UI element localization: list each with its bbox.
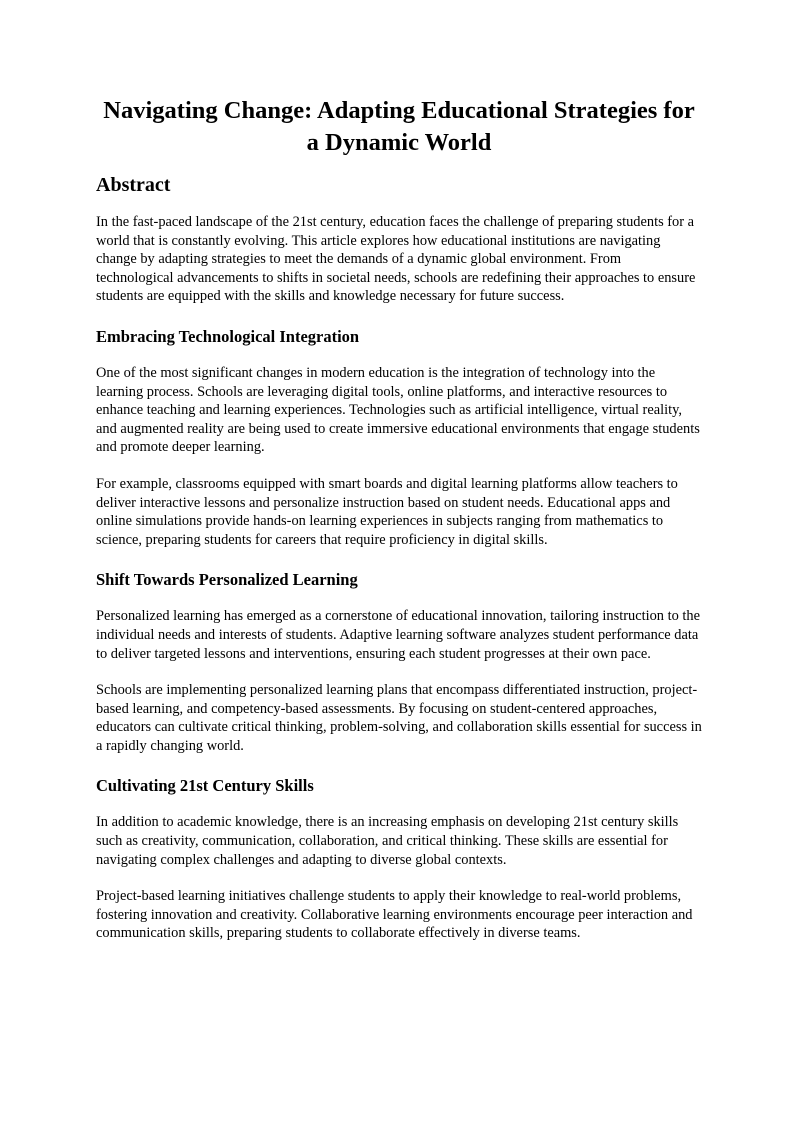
technology-paragraph-1: One of the most significant changes in modern education is the integration of technology into the learning process. Schools are leveraging digital tools, online platforms, and interactive resources to enhance teaching and learning experiences. Technologies such as artificial intelligence, virtual reality, and augmented reality are being used to create immersive educational environments that engage students and promote deeper learning. (96, 364, 700, 456)
section-21st-century-skills (96, 775, 702, 943)
document-title: Navigating Change: Adapting Educational Strategies for a Dynamic World (103, 97, 695, 156)
skills-paragraph-1: In addition to academic knowledge, there is an increasing emphasis on developing 21st century skills such as creativity, communication, collaboration, and critical thinking. These skills are essential for navigating complex challenges and adapting to diverse global contexts. (96, 814, 679, 868)
personalized-paragraph-2: Schools are implementing personalized learning plans that encompass differentiated instruction, project-based learning, and competency-based assessments. By focusing on student-centered approaches, educators can cultivate critical thinking, problem-solving, and collaboration skills essential for success in a rapidly changing world. (96, 682, 702, 754)
document-page (96, 95, 702, 943)
section-personalized-learning (96, 569, 702, 755)
personalized-paragraph-1: Personalized learning has emerged as a cornerstone of educational innovation, tailoring instruction to the individual needs and interests of students. Adaptive learning software analyzes student performance data to deliver targeted lessons and interventions, ensuring each student progresses at their own pace. (96, 608, 700, 662)
section-heading-technological-integration: Embracing Technological Integration (96, 326, 360, 346)
section-heading-21st-century-skills: Cultivating 21st Century Skills (96, 776, 314, 796)
abstract-paragraph: In the fast-paced landscape of the 21st century, education faces the challenge of preparing students for a world that is constantly evolving. This article explores how educational institutions are navigating change by adapting strategies to meet the demands of a dynamic global environment. From technological advancements to shifts in societal needs, schools are redefining their approaches to ensure students are equipped with the skills and knowledge necessary for future success. (96, 214, 696, 305)
section-technological-integration (96, 326, 702, 549)
skills-paragraph-2: Project-based learning initiatives challenge students to apply their knowledge to real-world problems, fostering innovation and creativity. Collaborative learning environments encourage peer interaction and communication skills, preparing students to collaborate effectively in diverse teams. (96, 888, 693, 942)
section-abstract (96, 173, 702, 306)
section-heading-personalized-learning: Shift Towards Personalized Learning (96, 570, 358, 590)
technology-paragraph-2: For example, classrooms equipped with smart boards and digital learning platforms allow teachers to deliver interactive lessons and personalize instruction based on student needs. Educational apps and online simulations provide hands-on learning experiences in subjects ranging from mathematics to science, preparing students for careers that require proficiency in digital skills. (96, 475, 678, 548)
section-heading-abstract: Abstract (96, 174, 171, 196)
